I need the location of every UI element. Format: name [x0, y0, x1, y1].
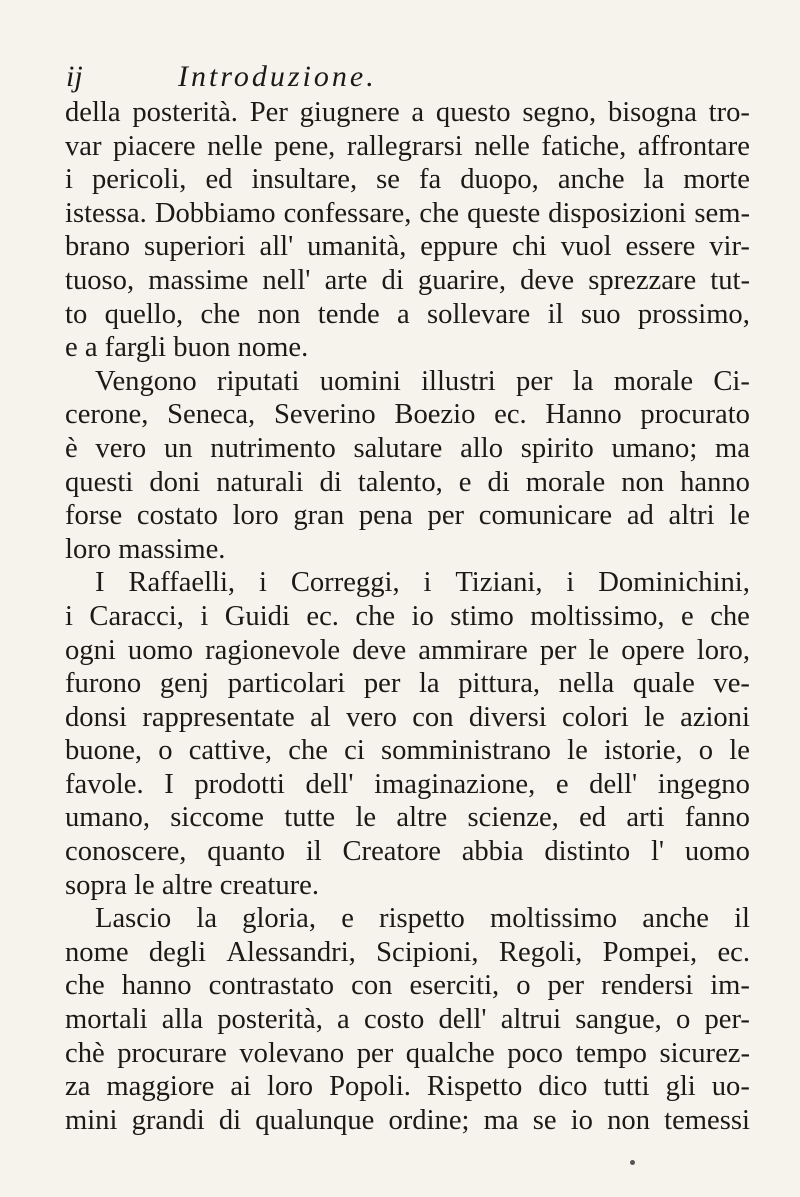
body-text	[65, 96, 750, 1137]
text-line: conoscere, quanto il Creatore abbia distinto l' uomo	[65, 836, 750, 868]
text-line: Vengono riputati uomini illustri per la morale Ci-	[95, 365, 750, 397]
text-line: umano, siccome tutte le altre scienze, ed arti fanno	[65, 802, 750, 834]
text-line: nome degli Alessandri, Scipioni, Regoli, Pompei, ec.	[65, 936, 750, 968]
text-line: ogni uomo ragionevole deve ammirare per le opere loro,	[65, 634, 750, 666]
text-line: istessa. Dobbiamo confessare, che queste disposizioni sem-	[65, 197, 750, 229]
text-line: è vero un nutrimento salutare allo spirito umano; ma	[65, 432, 750, 464]
text-line: to quello, che non tende a sollevare il suo prossimo,	[65, 298, 750, 330]
folio: ij	[66, 60, 83, 93]
text-line: cerone, Seneca, Severino Boezio ec. Hanno procurato	[65, 399, 750, 431]
text-line: i Caracci, i Guidi ec. che io stimo moltissimo, e che	[65, 600, 750, 632]
page-header	[58, 60, 738, 100]
text-line: sopra le altre creature.	[65, 869, 320, 901]
text-line: che hanno contrastato con eserciti, o per rendersi im-	[65, 970, 750, 1002]
text-line: mini grandi di qualunque ordine; ma se io non temessi	[65, 1104, 750, 1136]
text-line: forse costato loro gran pena per comunicare ad altri le	[65, 500, 750, 532]
text-line: i pericoli, ed insultare, se fa duopo, anche la morte	[65, 164, 750, 196]
ink-dot	[630, 1160, 635, 1165]
text-line: loro massime.	[65, 533, 226, 565]
text-line: Lascio la gloria, e rispetto moltissimo anche il	[95, 903, 750, 935]
text-line: chè procurare volevano per qualche poco tempo sicurez-	[65, 1037, 750, 1069]
text-line: za maggiore ai loro Popoli. Rispetto dico tutti gli uo-	[65, 1071, 750, 1103]
text-line: buone, o cattive, che ci somministrano le istorie, o le	[65, 735, 750, 767]
text-line: mortali alla posterità, a costo dell' altrui sangue, o per-	[65, 1004, 750, 1036]
text-line: I Raffaelli, i Correggi, i Tiziani, i Dominichini,	[95, 567, 750, 599]
running-head: Introduzione.	[178, 60, 377, 93]
text-line: furono genj particolari per la pittura, nella quale ve-	[65, 668, 750, 700]
text-line: e a fargli buon nome.	[65, 332, 309, 364]
text-line: brano superiori all' umanità, eppure chi vuol essere vir-	[65, 231, 750, 263]
text-line: tuoso, massime nell' arte di guarire, deve sprezzare tut-	[65, 264, 750, 296]
text-line: favole. I prodotti dell' imaginazione, e dell' ingegno	[65, 768, 750, 800]
text-line: questi doni naturali di talento, e di morale non hanno	[65, 466, 750, 498]
text-line: donsi rappresentate al vero con diversi colori le azioni	[65, 701, 750, 733]
text-line: della posterità. Per giugnere a questo segno, bisogna tro-	[65, 97, 750, 128]
text-line: var piacere nelle pene, rallegrarsi nelle fatiche, affrontare	[65, 130, 750, 162]
